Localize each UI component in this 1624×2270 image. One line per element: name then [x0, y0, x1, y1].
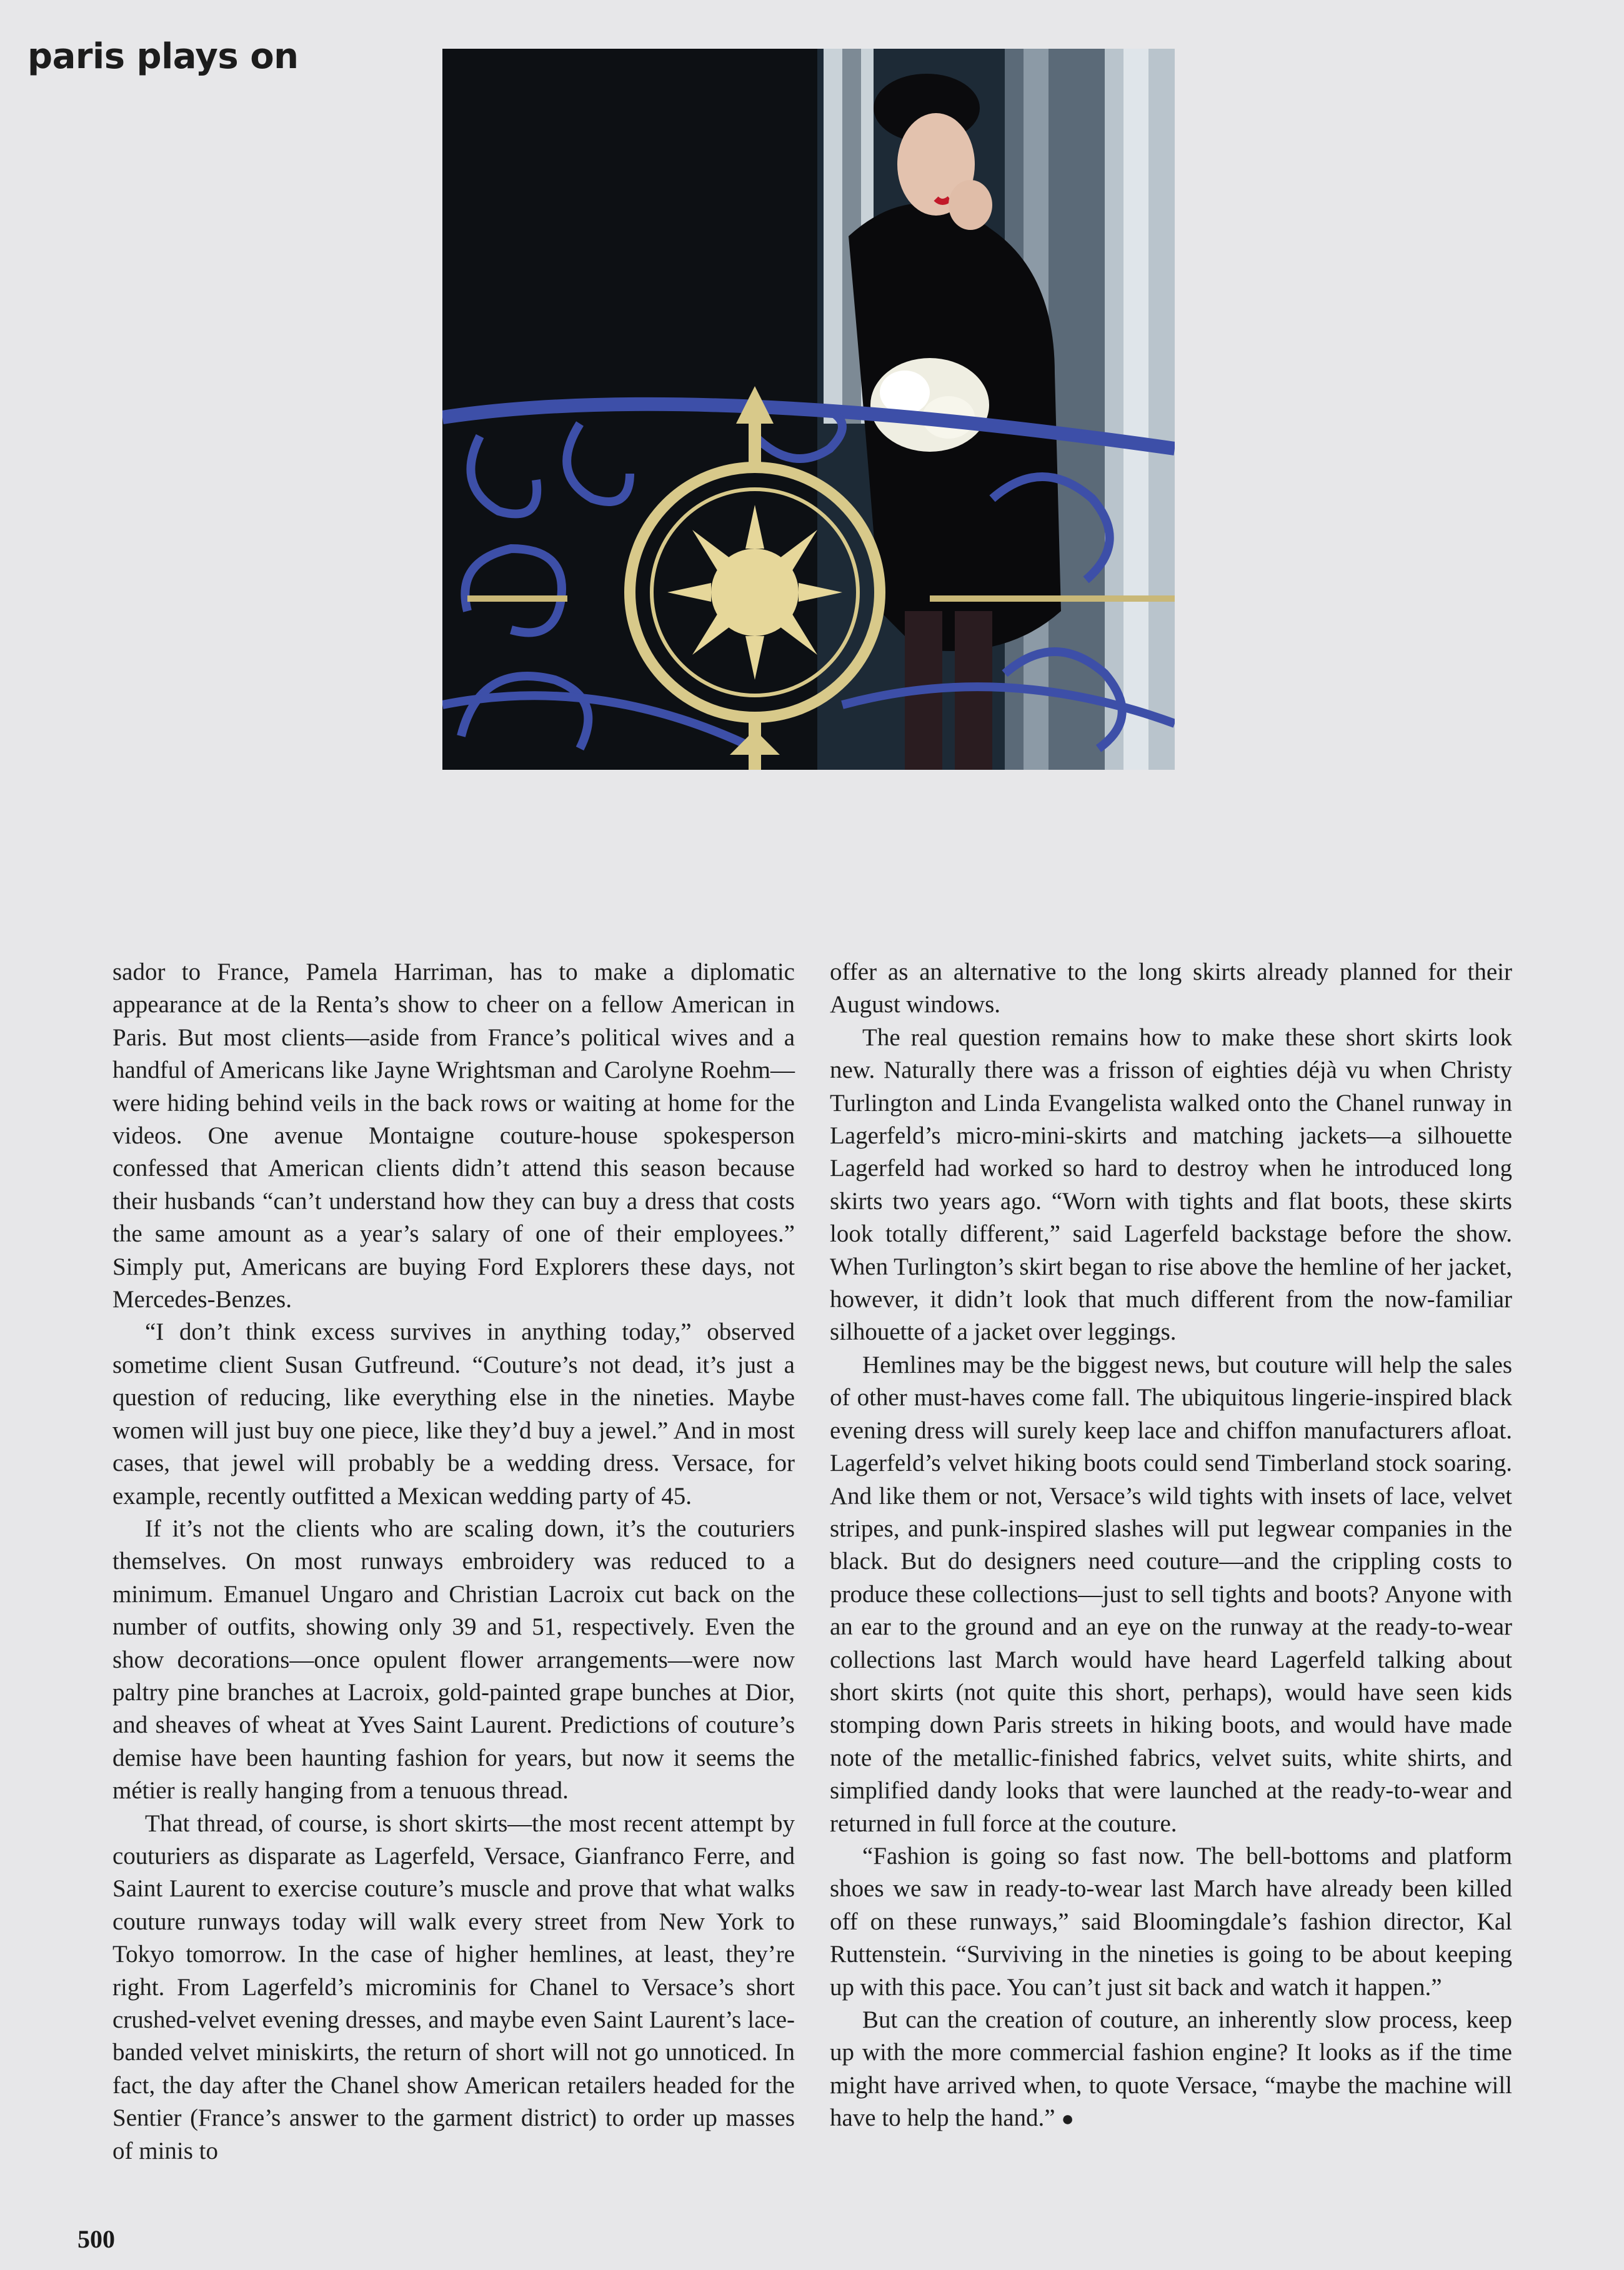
balcony-photo	[442, 49, 1175, 770]
paragraph: “Fashion is going so fast now. The bell-bottoms and platform shoes we saw in ready-to-wear last March have already been killed off on these runways,” said Bloomingdale’s fashion director, Kal Ruttenstein. “Surviving in the nineties is going to be about keeping up with this pace. You can’t just sit back and watch it happen.”	[830, 1842, 1512, 2001]
final-paragraph-text: But can the creation of couture, an inherently slow process, keep up with the more commercial fashion engine? It looks as if the time might have arrived when, to quote Versace, “maybe the machine will have to help the hand.”	[830, 2006, 1512, 2132]
paragraph: sador to France, Pamela Harriman, has to make a diplomatic appearance at de la Renta’s show to cheer on a fellow American in Paris. But most clients—aside from France’s political wives and a handful of Americans like Jayne Wrightsman and Carolyne Roehm—were hiding behind veils in the back rows or waiting at home for the videos. One avenue Montaigne couture-house spokesperson confessed that American clients didn’t attend this season because their husbands “can’t understand how they can buy a dress that costs the same amount as a year’s salary of one of their employees.” Simply put, Americans are buying Ford Explorers these days, not Mercedes-Benzes.	[112, 958, 795, 1313]
paragraph: Hemlines may be the biggest news, but couture will help the sales of other must-haves come fall. The ubiquitous lingerie-inspired black evening dress will surely keep lace and chiffon manufacturers afloat. Lagerfeld’s velvet hiking boots could send Timberland stock soaring. And like them or not, Versace’s wild tights with insets of lace, velvet stripes, and punk-inspired slashes will put legwear companies in the black. But do designers need couture—and the crippling costs to produce these collections—just to sell tights and boots? Anyone with an ear to the ground and an eye on the runway at the ready-to-wear collections last March would have heard Lagerfeld talking about short skirts (not quite this short, perhaps), would have seen kids stomping down Paris streets in hiking boots, and would have made note of the metallic-finished fabrics, velvet suits, white shirts, and simplified dandy looks that were launched at the ready-to-wear and returned in full force at the couture.	[830, 1351, 1512, 1837]
paragraph: That thread, of course, is short skirts—the most recent attempt by couturiers as disparate as Lagerfeld, Versace, Gianfranco Ferre, and Saint Laurent to exercise couture’s muscle and prove that what walks couture runways today will walk every street from New York to Tokyo tomorrow. In the case of higher hemlines, at least, they’re right. From Lagerfeld’s microminis for Chanel to Versace’s short crushed-velvet evening dresses, and maybe even Saint Laurent’s lace-banded velvet miniskirts, the return of short will not go unnoticed. In fact, the day after the Chanel show American retailers headed for the Sentier (France’s answer to the garment district) to order up masses of minis to	[112, 1810, 795, 2164]
article-column-right	[830, 956, 1512, 2136]
page-number: 500	[77, 2225, 115, 2253]
article-body	[112, 956, 1515, 2187]
article-column-left	[112, 956, 795, 2168]
balcony-photo-illustration	[442, 49, 1175, 770]
end-mark-icon: ●	[1061, 2108, 1074, 2131]
paragraph-final	[830, 2004, 1512, 2136]
section-title: paris plays on	[27, 36, 299, 77]
paragraph: offer as an alternative to the long skirts already planned for their August windows.	[830, 958, 1512, 1018]
paragraph: If it’s not the clients who are scaling down, it’s the couturiers themselves. On most runways embroidery was reduced to a minimum. Emanuel Ungaro and Christian Lacroix cut back on the number of outfits, showing only 39 and 51, respectively. Even the show decorations—once opulent flower arrangements—were now paltry pine branches at Lacroix, gold-painted grape bunches at Dior, and sheaves of wheat at Yves Saint Laurent. Predictions of couture’s demise have been haunting fashion for years, but now it seems the métier is really hanging from a tenuous thread.	[112, 1515, 795, 1805]
paragraph: The real question remains how to make these short skirts look new. Naturally there was a frisson of eighties déjà vu when Christy Turlington and Linda Evangelista walked onto the Chanel runway in Lagerfeld’s micro-mini-skirts and matching jackets—a silhouette Lagerfeld had worked so hard to destroy when he introduced long skirts two years ago. “Worn with tights and flat boots, these skirts look totally different,” said Lagerfeld backstage before the show. When Turlington’s skirt began to rise above the hemline of her jacket, however, it didn’t look that much different from the now-familiar silhouette of a jacket over leggings.	[830, 1023, 1512, 1346]
paragraph: “I don’t think excess survives in anything today,” observed sometime client Susan Gutfreund. “Couture’s not dead, it’s just a question of reducing, like everything else in the nineties. Maybe women will just buy one piece, like they’d buy a jewel.” And in most cases, that jewel will probably be a wedding dress. Versace, for example, recently outfitted a Mexican wedding party of 45.	[112, 1318, 795, 1510]
